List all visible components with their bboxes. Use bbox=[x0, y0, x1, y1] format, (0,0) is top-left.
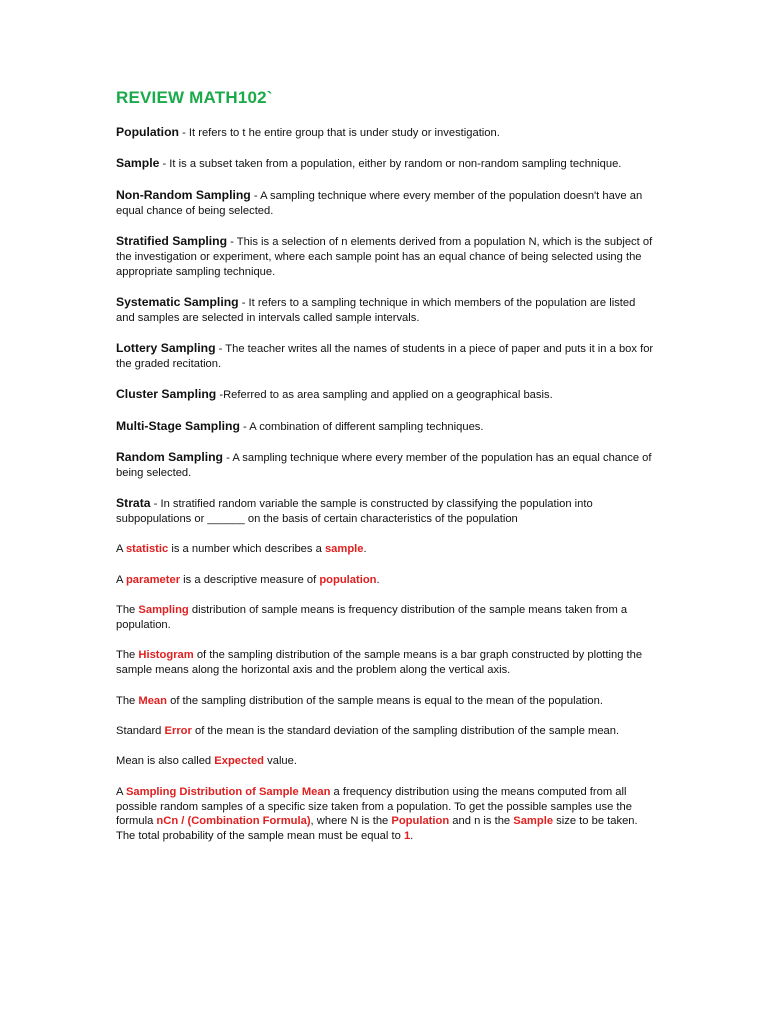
statement-text: is a number which describes a bbox=[168, 543, 325, 556]
statement-mean bbox=[116, 694, 656, 709]
statement-text: size to be taken. The total probability of the sample mean must be equal to bbox=[116, 815, 638, 843]
highlight-keyword: statistic bbox=[125, 543, 169, 556]
statement-text: , where N is the bbox=[310, 815, 392, 828]
definition-text: - It refers to t he entire group that is under study or investigation. bbox=[178, 127, 500, 139]
definition-term: Multi-Stage Sampling bbox=[116, 418, 240, 433]
highlight-keyword: population bbox=[319, 573, 377, 586]
statement-text: Mean is also called bbox=[116, 755, 215, 768]
definition-term: Systematic Sampling bbox=[116, 294, 239, 309]
statement-text: and n is the bbox=[449, 815, 514, 828]
definition-population bbox=[116, 125, 656, 141]
definition-term: Stratified Sampling bbox=[116, 233, 228, 248]
document-title: REVIEW MATH102` bbox=[116, 88, 273, 107]
highlight-keyword: Error bbox=[164, 725, 192, 738]
statement-text: is a descriptive measure of bbox=[180, 573, 320, 586]
definition-text: - In stratified random variable the sample is constructed by classifying the population into subpopulations or ______ on the basis of certain characteristics of the population bbox=[116, 498, 593, 526]
highlight-keyword: sample bbox=[324, 543, 364, 556]
definition-non-random-sampling bbox=[116, 188, 656, 219]
definition-term: Cluster Sampling bbox=[116, 387, 217, 402]
definition-lottery-sampling bbox=[116, 341, 656, 372]
definition-stratified-sampling bbox=[116, 234, 656, 279]
definition-term: Lottery Sampling bbox=[116, 341, 216, 356]
definition-text: -Referred to as area sampling and applied on a geographical basis. bbox=[216, 389, 553, 402]
highlight-keyword: Mean bbox=[138, 694, 167, 707]
highlight-keyword: nCn / (Combination Formula) bbox=[156, 815, 311, 828]
statement-text: A bbox=[116, 543, 126, 556]
definition-random-sampling bbox=[116, 450, 656, 481]
document-page bbox=[116, 88, 656, 860]
statement-text: The bbox=[116, 604, 139, 617]
statement-text: Standard bbox=[116, 725, 165, 738]
definition-text: - This is a selection of n elements derived from a population N, which is the subject of the investigation or experiment, where each sample point has an equal chance of being selected using the appropriate sampling technique. bbox=[116, 235, 653, 278]
definition-term: Sample bbox=[116, 156, 160, 171]
definition-cluster-sampling bbox=[116, 387, 656, 403]
definition-systematic-sampling bbox=[116, 295, 656, 326]
highlight-keyword: 1 bbox=[403, 830, 411, 843]
statement-text: The bbox=[116, 694, 139, 707]
definition-strata bbox=[116, 496, 656, 527]
highlight-keyword: Sampling Distribution of Sample Mean bbox=[125, 785, 331, 798]
highlight-keyword: Histogram bbox=[138, 649, 194, 662]
definition-term: Population bbox=[116, 125, 179, 139]
definition-text: - It is a subset taken from a population, either by random or non-random sampling technique. bbox=[159, 158, 622, 171]
definition-text: - It refers to a sampling technique in which members of the population are listed and samples are selected in intervals called sample intervals. bbox=[116, 296, 636, 324]
definition-multi-stage-sampling bbox=[116, 419, 656, 435]
highlight-keyword: Expected bbox=[214, 755, 265, 768]
definition-sample bbox=[116, 156, 656, 172]
definition-term: Non-Random Sampling bbox=[116, 187, 251, 202]
statement-text: of the mean is the standard deviation of the sampling distribution of the sample mean. bbox=[191, 725, 620, 738]
highlight-keyword: Population bbox=[391, 815, 450, 828]
statement-text: a frequency distribution using the means computed from all possible random samples of a specific size taken from a population. To get the possible samples use the formula bbox=[116, 785, 632, 828]
definition-term: Strata bbox=[116, 496, 151, 511]
definition-text: - A sampling technique where every member of the population doesn't have an equal chance of being selected. bbox=[116, 189, 643, 217]
statement-sampling-distribution bbox=[116, 785, 656, 844]
statement-text: of the sampling distribution of the sample means is a bar graph constructed by plotting the sample means along the horizontal axis and the problem along the vertical axis. bbox=[116, 649, 643, 677]
statement-text: The bbox=[116, 649, 139, 662]
definition-term: Random Sampling bbox=[116, 450, 223, 465]
statement-sampling bbox=[116, 603, 656, 633]
highlight-keyword: parameter bbox=[125, 573, 181, 586]
statement-parameter bbox=[116, 573, 656, 588]
highlight-keyword: Sampling bbox=[138, 604, 189, 617]
statement-text: of the sampling distribution of the sample means is equal to the mean of the population. bbox=[167, 694, 603, 707]
statement-text: . bbox=[376, 573, 380, 586]
statement-text: value. bbox=[264, 755, 297, 768]
statement-standard-error bbox=[116, 724, 656, 739]
statement-text: . bbox=[363, 543, 367, 556]
statement-text: . bbox=[410, 830, 414, 843]
statement-statistic bbox=[116, 542, 656, 557]
statement-text: A bbox=[116, 573, 126, 586]
statement-text: A bbox=[116, 785, 126, 798]
definition-text: - A combination of different sampling techniques. bbox=[239, 420, 484, 433]
statement-expected-value bbox=[116, 754, 656, 769]
highlight-keyword: Sample bbox=[513, 815, 554, 828]
definition-text: - A sampling technique where every member of the population has an equal chance of being selected. bbox=[116, 452, 652, 479]
statement-text: distribution of sample means is frequency distribution of the sample means taken from a population. bbox=[116, 604, 628, 632]
statement-histogram bbox=[116, 648, 656, 678]
definition-text: - The teacher writes all the names of students in a piece of paper and puts it in a box for the graded recitation. bbox=[116, 343, 654, 370]
